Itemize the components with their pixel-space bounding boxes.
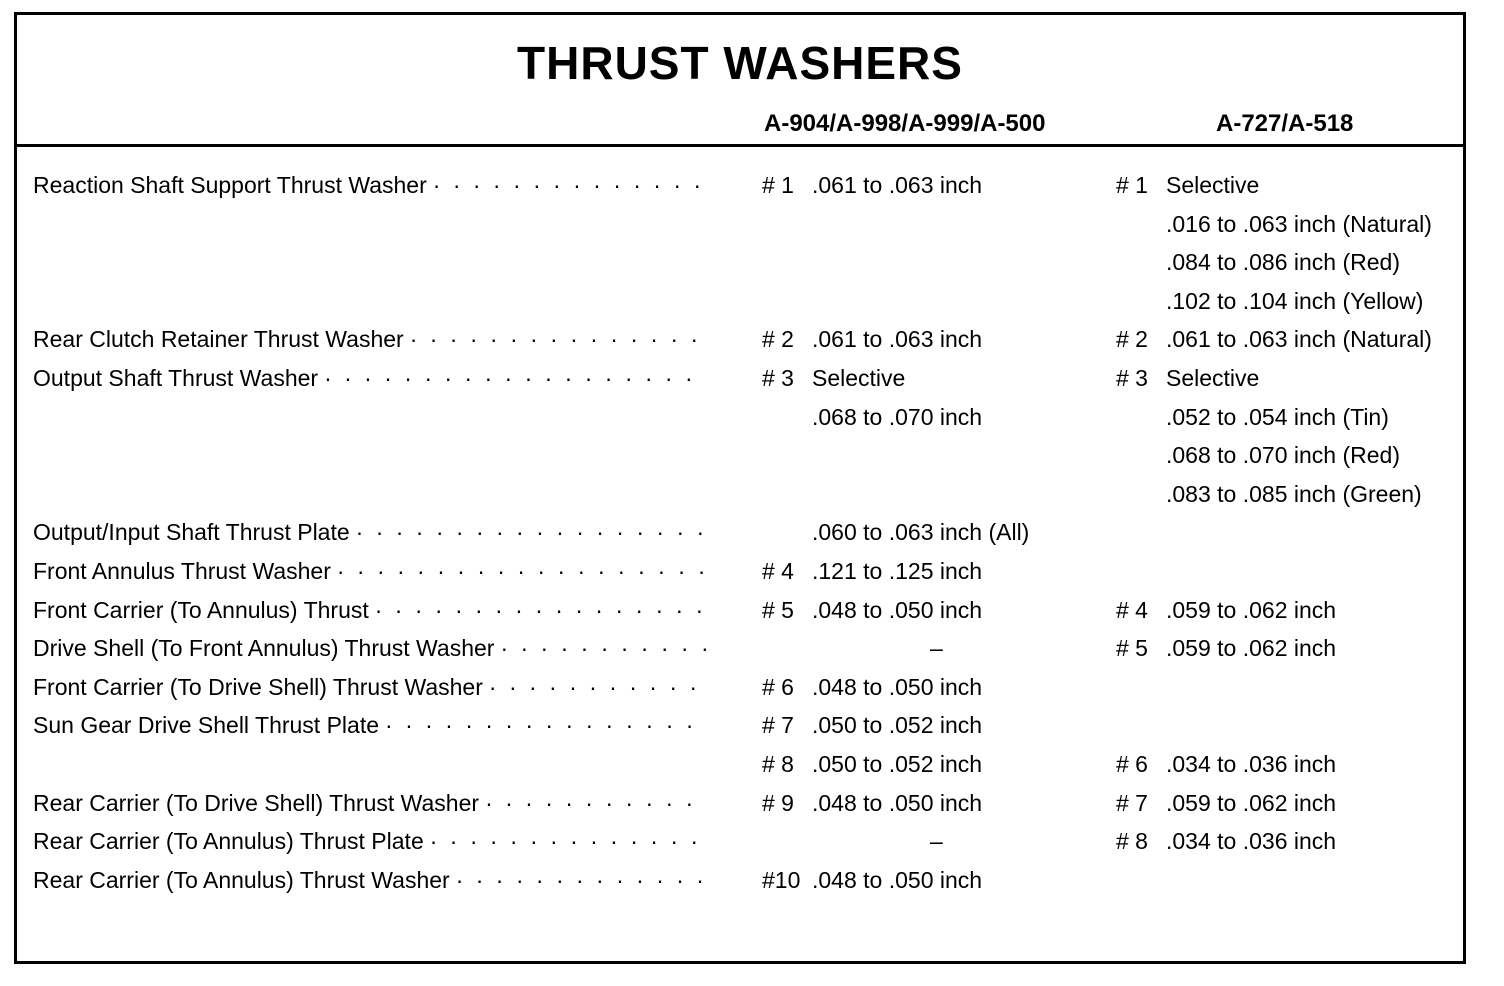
row-label: Reaction Shaft Support Thrust Washer bbox=[33, 172, 427, 198]
value-line bbox=[1116, 591, 1461, 630]
value-line bbox=[762, 359, 1092, 398]
washer-number: #10 bbox=[762, 866, 801, 893]
row-label: Drive Shell (To Front Annulus) Thrust Washer bbox=[33, 635, 495, 662]
washer-number: # 8 bbox=[762, 750, 794, 777]
table-row bbox=[0, 629, 1504, 668]
washer-number: # 5 bbox=[1116, 635, 1148, 662]
empty-dash: – bbox=[930, 635, 943, 662]
table-row bbox=[0, 668, 1504, 707]
value-cell-b bbox=[1116, 166, 1461, 320]
washer-spec: .061 to .063 inch bbox=[812, 172, 983, 198]
value-line bbox=[1116, 205, 1461, 244]
table-row bbox=[0, 822, 1504, 861]
row-label-cell bbox=[33, 784, 713, 823]
washer-spec: .052 to .054 inch (Tin) bbox=[1166, 403, 1389, 430]
washer-spec: .084 to .086 inch (Red) bbox=[1166, 249, 1400, 276]
value-cell-a bbox=[762, 706, 1092, 745]
table-row bbox=[0, 320, 1504, 359]
table-row bbox=[0, 706, 1504, 745]
washer-number: # 6 bbox=[1116, 750, 1148, 777]
page-title: THRUST WASHERS bbox=[517, 37, 963, 89]
column-header-a: A-904/A-998/A-999/A-500 bbox=[764, 110, 1046, 137]
value-cell-a bbox=[762, 513, 1092, 552]
value-cell-a bbox=[762, 822, 1092, 861]
dot-leader: · · · · · · · · · · · bbox=[488, 673, 701, 700]
table-row bbox=[0, 591, 1504, 630]
value-cell-a bbox=[762, 591, 1092, 630]
washer-spec: .050 to .052 inch bbox=[812, 750, 983, 777]
value-cell-a bbox=[762, 552, 1092, 591]
dot-leader: · · · · · · · · · · · bbox=[485, 789, 697, 816]
row-label: Rear Carrier (To Annulus) Thrust Washer bbox=[33, 866, 450, 893]
washer-spec: .034 to .036 inch bbox=[1166, 750, 1337, 777]
row-label: Front Carrier (To Annulus) Thrust bbox=[33, 596, 369, 623]
table-row bbox=[0, 513, 1504, 552]
value-line bbox=[762, 552, 1092, 591]
row-label: Output/Input Shaft Thrust Plate bbox=[33, 519, 350, 546]
washer-spec: Selective bbox=[812, 364, 906, 391]
dot-leader: · · · · · · · · · · · · · · bbox=[429, 828, 702, 855]
table-row bbox=[0, 861, 1504, 900]
dot-leader: · · · · · · · · · · · · · · · bbox=[409, 326, 702, 353]
washer-number: # 4 bbox=[1116, 596, 1148, 623]
dot-leader: · · · · · · · · · · · · · · · · · · · bbox=[324, 364, 696, 391]
table-body bbox=[0, 166, 1504, 899]
washer-number: # 3 bbox=[762, 364, 794, 391]
value-line bbox=[1116, 745, 1461, 784]
washer-number: # 1 bbox=[1116, 172, 1148, 198]
table-row bbox=[0, 784, 1504, 823]
table-row bbox=[0, 166, 1504, 320]
row-label-cell bbox=[33, 166, 713, 205]
value-line bbox=[762, 745, 1092, 784]
value-cell-b bbox=[1116, 359, 1461, 513]
row-label-cell bbox=[33, 822, 713, 861]
value-line bbox=[762, 166, 1092, 205]
washer-number: # 9 bbox=[762, 789, 794, 816]
washer-number: # 2 bbox=[762, 326, 794, 353]
value-line bbox=[1116, 629, 1461, 668]
header-divider bbox=[14, 144, 1466, 147]
washer-spec: .061 to .063 inch bbox=[812, 326, 983, 353]
washer-spec: .059 to .062 inch bbox=[1166, 789, 1337, 816]
washer-number: # 1 bbox=[762, 172, 794, 198]
value-cell-b bbox=[1116, 745, 1461, 784]
value-cell-a bbox=[762, 359, 1092, 436]
row-label: Rear Carrier (To Drive Shell) Thrust Washer bbox=[33, 789, 480, 816]
value-cell-a bbox=[762, 861, 1092, 900]
value-line bbox=[762, 320, 1092, 359]
value-line bbox=[762, 706, 1092, 745]
value-line bbox=[762, 822, 1092, 861]
row-label: Front Carrier (To Drive Shell) Thrust Washer bbox=[33, 673, 483, 700]
washer-spec: .048 to .050 inch bbox=[812, 673, 983, 700]
row-label-cell bbox=[33, 513, 713, 552]
value-cell-a bbox=[762, 629, 1092, 668]
value-line bbox=[1116, 243, 1461, 282]
washer-spec: .102 to .104 inch (Yellow) bbox=[1166, 287, 1424, 314]
value-line bbox=[1116, 436, 1461, 475]
washer-spec: .048 to .050 inch bbox=[812, 866, 983, 893]
value-cell-a bbox=[762, 745, 1092, 784]
washer-spec: Selective bbox=[1166, 172, 1260, 198]
washer-number: # 4 bbox=[762, 557, 794, 584]
washer-number: # 7 bbox=[762, 712, 794, 739]
washer-spec: .016 to .063 inch (Natural) bbox=[1166, 210, 1432, 237]
value-line bbox=[762, 513, 1092, 552]
value-line bbox=[762, 784, 1092, 823]
row-label-cell bbox=[33, 861, 713, 900]
value-line bbox=[762, 591, 1092, 630]
dot-leader: · · · · · · · · · · · · · · bbox=[432, 172, 705, 198]
value-line bbox=[762, 861, 1092, 900]
empty-dash: – bbox=[930, 828, 943, 855]
dot-leader: · · · · · · · · · · · · · bbox=[455, 866, 707, 893]
column-header-b: A-727/A-518 bbox=[1216, 110, 1354, 137]
row-label: Rear Clutch Retainer Thrust Washer bbox=[33, 326, 404, 353]
value-line bbox=[762, 398, 1092, 437]
value-cell-b bbox=[1116, 822, 1461, 861]
value-line bbox=[762, 668, 1092, 707]
value-line bbox=[1116, 784, 1461, 823]
washer-spec: .083 to .085 inch (Green) bbox=[1166, 480, 1422, 507]
washer-spec: .048 to .050 inch bbox=[812, 596, 983, 623]
washer-number: # 3 bbox=[1116, 364, 1148, 391]
dot-leader: · · · · · · · · · · · · · · · · bbox=[385, 712, 697, 739]
row-label: Sun Gear Drive Shell Thrust Plate bbox=[33, 712, 380, 739]
value-line bbox=[762, 629, 1092, 668]
washer-spec: .059 to .062 inch bbox=[1166, 596, 1337, 623]
value-line bbox=[1116, 359, 1461, 398]
dot-leader: · · · · · · · · · · · · · · · · · · · bbox=[336, 557, 709, 584]
value-cell-b bbox=[1116, 784, 1461, 823]
washer-spec: .061 to .063 inch (Natural) bbox=[1166, 326, 1432, 353]
row-label: Front Annulus Thrust Washer bbox=[33, 557, 331, 584]
row-label-cell bbox=[33, 320, 713, 359]
value-cell-a bbox=[762, 784, 1092, 823]
row-label-cell bbox=[33, 591, 713, 630]
value-line bbox=[1116, 822, 1461, 861]
row-label-cell bbox=[33, 359, 713, 398]
washer-spec: .059 to .062 inch bbox=[1166, 635, 1337, 662]
value-cell-a bbox=[762, 668, 1092, 707]
value-cell-b bbox=[1116, 591, 1461, 630]
value-line bbox=[1116, 398, 1461, 437]
washer-spec: .068 to .070 inch (Red) bbox=[1166, 442, 1400, 469]
washer-number: # 6 bbox=[762, 673, 794, 700]
washer-number: # 5 bbox=[762, 596, 794, 623]
row-label: Rear Carrier (To Annulus) Thrust Plate bbox=[33, 828, 424, 855]
value-cell-b bbox=[1116, 320, 1461, 359]
row-label-cell bbox=[33, 552, 713, 591]
washer-spec: Selective bbox=[1166, 364, 1260, 391]
row-label-cell bbox=[33, 668, 713, 707]
value-line bbox=[1116, 475, 1461, 514]
row-label-cell bbox=[33, 706, 713, 745]
washer-spec: .121 to .125 inch bbox=[812, 557, 983, 584]
dot-leader: · · · · · · · · · · · · · · · · · · bbox=[355, 519, 708, 546]
washer-number: # 8 bbox=[1116, 828, 1148, 855]
value-cell-a bbox=[762, 166, 1092, 205]
washer-spec: .050 to .052 inch bbox=[812, 712, 983, 739]
table-row bbox=[0, 552, 1504, 591]
washer-spec: .048 to .050 inch bbox=[812, 789, 983, 816]
washer-spec: .068 to .070 inch bbox=[812, 403, 983, 430]
value-line bbox=[1116, 166, 1461, 205]
washer-spec: .060 to .063 inch (All) bbox=[812, 519, 1030, 546]
table-row bbox=[0, 359, 1504, 513]
dot-leader: · · · · · · · · · · · bbox=[500, 635, 712, 662]
row-label-cell bbox=[33, 629, 713, 668]
dot-leader: · · · · · · · · · · · · · · · · · bbox=[374, 596, 707, 623]
row-label: Output Shaft Thrust Washer bbox=[33, 364, 319, 391]
washer-spec: .034 to .036 inch bbox=[1166, 828, 1337, 855]
value-line bbox=[1116, 320, 1461, 359]
value-cell-b bbox=[1116, 629, 1461, 668]
value-cell-a bbox=[762, 320, 1092, 359]
washer-number: # 2 bbox=[1116, 326, 1148, 353]
washer-number: # 7 bbox=[1116, 789, 1148, 816]
table-row bbox=[0, 745, 1504, 784]
value-line bbox=[1116, 282, 1461, 321]
